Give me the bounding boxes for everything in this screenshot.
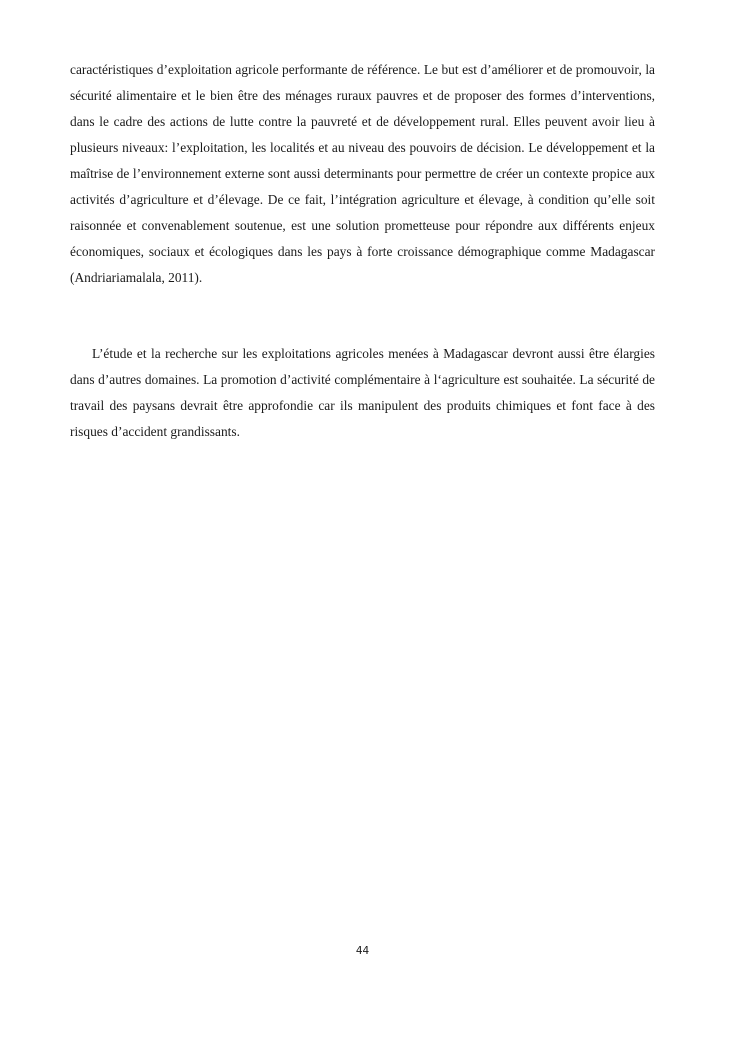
body-paragraph-1: caractéristiques d’exploitation agricole performante de référence. Le but est d’améliorer et de promouvoir, la sécurité alimentaire et le bien être des ménages ruraux pauvres et de proposer des formes d’interventions, dans le cadre des actions de lutte contre la pauvreté et de développement rural. Elles peuvent avoir lieu à plusieurs niveaux: l’exploitation, les localités et au niveau des pouvoirs de décision. Le développement et la maîtrise de l’environnement externe sont aussi determinants pour permettre de créer un contexte propice aux activités d’agriculture et d’élevage. De ce fait, l’intégration agriculture et élevage, à condition qu’elle soit raisonnée et convenablement soutenue, est une solution prometteuse pour répondre aux différents enjeux économiques, sociaux et écologiques dans les pays à forte croissance démographique comme Madagascar (Andriariamalala, 2011). (70, 62, 655, 285)
page-number: 44 (355, 945, 370, 957)
body-paragraph-2: L’étude et la recherche sur les exploitations agricoles menées à Madagascar devront aussi être élargies dans d’autres domaines. La promotion d’activité complémentaire à l‘agriculture est souhaitée. La sécurité de travail des paysans devrait être approfondie car ils manipulent des produits chimiques et font face à des risques d’accident grandissants. (70, 346, 655, 439)
